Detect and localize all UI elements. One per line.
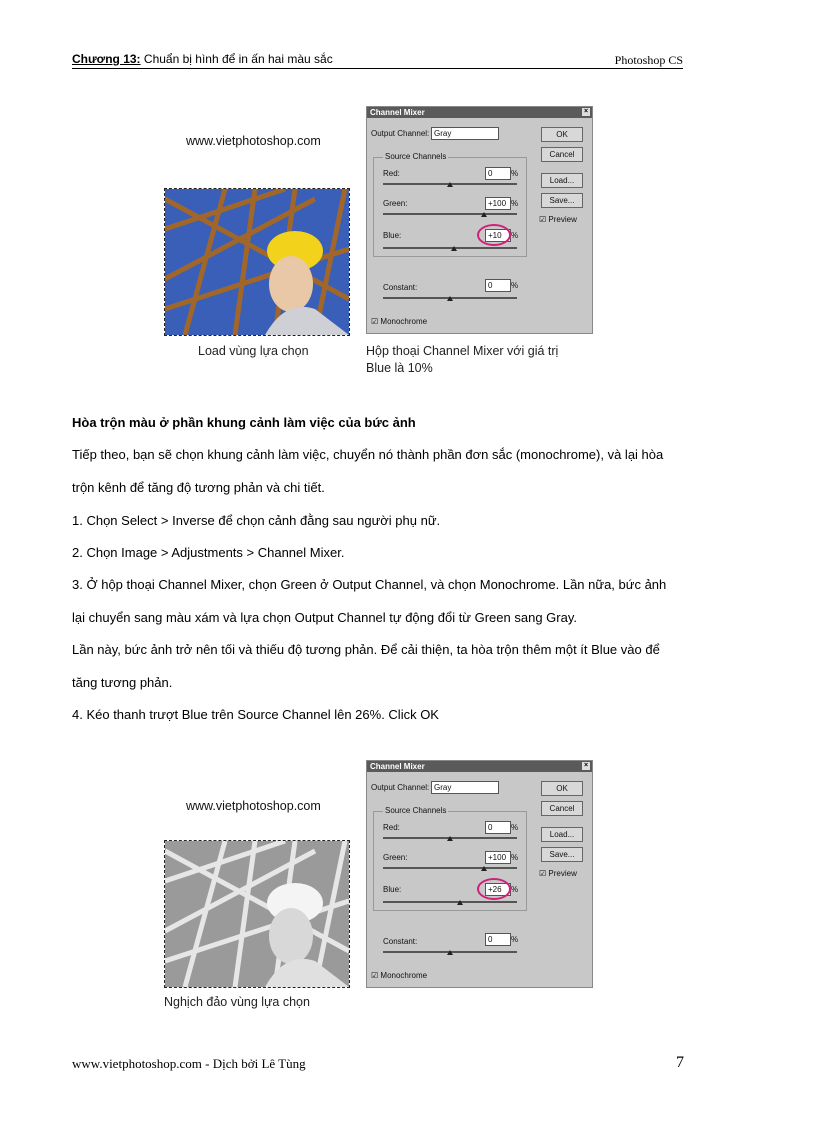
page-number: 7 bbox=[676, 1054, 684, 1071]
check-icon: ☑ bbox=[539, 869, 547, 878]
red-slider-thumb[interactable] bbox=[447, 836, 453, 841]
preview-checkbox[interactable] bbox=[539, 215, 577, 224]
save-button[interactable]: Save... bbox=[541, 847, 583, 862]
close-icon[interactable]: × bbox=[583, 108, 589, 115]
constant-slider-thumb[interactable] bbox=[447, 296, 453, 301]
green-pct: % bbox=[511, 199, 519, 208]
constant-slider-thumb[interactable] bbox=[447, 950, 453, 955]
green-slider-thumb[interactable] bbox=[481, 866, 487, 871]
green-label: Green: bbox=[383, 853, 408, 862]
paragraph-line: trộn kênh để tăng độ tương phản và chi tiết. bbox=[72, 480, 325, 495]
figure2-left-caption: Nghịch đảo vùng lựa chọn bbox=[164, 995, 310, 1009]
save-button[interactable]: Save... bbox=[541, 193, 583, 208]
blue-slider-thumb[interactable] bbox=[451, 246, 457, 251]
red-pct: % bbox=[511, 169, 519, 178]
right-caption-line2: Blue là 10% bbox=[366, 361, 433, 375]
section-heading: Hòa trộn màu ở phần khung cảnh làm việc của bức ảnh bbox=[72, 415, 416, 430]
paragraph-line: Lần này, bức ảnh trở nên tối và thiếu độ tương phản. Để cải thiện, ta hòa trộn thêm một ít Blue vào để bbox=[72, 642, 660, 657]
figure2-photo bbox=[164, 840, 350, 988]
blue-input[interactable]: +10 bbox=[485, 229, 511, 242]
step-2: 2. Chọn Image > Adjustments > Channel Mixer. bbox=[72, 545, 345, 560]
highlight-circle bbox=[477, 224, 511, 246]
monochrome-checkbox[interactable] bbox=[371, 317, 427, 326]
green-input[interactable]: +100 bbox=[485, 197, 511, 210]
figure1-right-caption bbox=[366, 343, 558, 377]
red-slider-thumb[interactable] bbox=[447, 182, 453, 187]
preview-label: Preview bbox=[548, 215, 577, 224]
green-slider[interactable] bbox=[383, 867, 517, 869]
check-icon: ☑ bbox=[371, 317, 379, 326]
green-input[interactable]: +100 bbox=[485, 851, 511, 864]
paragraph-line: lại chuyển sang màu xám và lựa chọn Output Channel tự động đổi từ Green sang Gray. bbox=[72, 610, 577, 625]
chapter-title: Chuẩn bị hình để in ấn hai màu sắc bbox=[140, 52, 333, 66]
figure1-left-caption: Load vùng lựa chọn bbox=[198, 344, 309, 358]
figure1-url: www.vietphotoshop.com bbox=[186, 134, 321, 148]
monochrome-label: Monochrome bbox=[380, 317, 428, 326]
right-caption-line1: Hộp thoại Channel Mixer với giá trị bbox=[366, 344, 559, 358]
constant-label: Constant: bbox=[383, 937, 418, 946]
step-4: 4. Kéo thanh trượt Blue trên Source Channel lên 26%. Click OK bbox=[72, 707, 439, 722]
blue-pct: % bbox=[511, 885, 519, 894]
blue-label: Blue: bbox=[383, 231, 402, 240]
red-label: Red: bbox=[383, 169, 400, 178]
source-channels-label: Source Channels bbox=[385, 806, 447, 815]
paragraph-line: tăng tương phản. bbox=[72, 675, 173, 690]
photo-worker-color bbox=[165, 189, 349, 335]
monochrome-label: Monochrome bbox=[380, 971, 428, 980]
figure1-photo bbox=[164, 188, 350, 336]
constant-pct: % bbox=[511, 281, 519, 290]
step-3: 3. Ở hộp thoại Channel Mixer, chọn Green ở Output Channel, và chọn Monochrome. Lần nữa, bức ảnh bbox=[72, 577, 667, 592]
red-pct: % bbox=[511, 823, 519, 832]
ok-button[interactable]: OK bbox=[541, 127, 583, 142]
photo-worker-grayscale bbox=[165, 841, 349, 987]
header-app: Photoshop CS bbox=[614, 53, 683, 67]
step-1: 1. Chọn Select > Inverse để chọn cảnh đằng sau người phụ nữ. bbox=[72, 513, 441, 528]
figure1-channel-mixer-dialog bbox=[366, 106, 593, 334]
page-header bbox=[72, 52, 683, 69]
blue-slider[interactable] bbox=[383, 901, 517, 903]
figure2-channel-mixer-dialog bbox=[366, 760, 593, 988]
constant-input[interactable]: 0 bbox=[485, 933, 511, 946]
chapter-label: Chương 13: bbox=[72, 52, 141, 66]
green-slider-thumb[interactable] bbox=[481, 212, 487, 217]
dialog-titlebar bbox=[367, 107, 592, 118]
output-channel-label: Output Channel: bbox=[371, 129, 430, 138]
constant-input[interactable]: 0 bbox=[485, 279, 511, 292]
green-slider[interactable] bbox=[383, 213, 517, 215]
blue-slider-thumb[interactable] bbox=[457, 900, 463, 905]
dialog-titlebar bbox=[367, 761, 592, 772]
preview-checkbox[interactable] bbox=[539, 869, 577, 878]
source-channels-label: Source Channels bbox=[385, 152, 447, 161]
red-input[interactable]: 0 bbox=[485, 167, 511, 180]
highlight-circle bbox=[477, 878, 511, 900]
blue-slider[interactable] bbox=[383, 247, 517, 249]
blue-label: Blue: bbox=[383, 885, 402, 894]
check-icon: ☑ bbox=[371, 971, 379, 980]
dialog-title: Channel Mixer bbox=[370, 762, 425, 771]
load-button[interactable]: Load... bbox=[541, 173, 583, 188]
output-channel-select[interactable]: Gray bbox=[431, 781, 499, 794]
load-button[interactable]: Load... bbox=[541, 827, 583, 842]
red-label: Red: bbox=[383, 823, 400, 832]
header-title bbox=[72, 52, 333, 66]
constant-pct: % bbox=[511, 935, 519, 944]
monochrome-checkbox[interactable] bbox=[371, 971, 427, 980]
blue-input[interactable]: +26 bbox=[485, 883, 511, 896]
dialog-title: Channel Mixer bbox=[370, 108, 425, 117]
output-channel-label: Output Channel: bbox=[371, 783, 430, 792]
preview-label: Preview bbox=[548, 869, 577, 878]
output-channel-select[interactable]: Gray bbox=[431, 127, 499, 140]
close-icon[interactable]: × bbox=[583, 762, 589, 769]
red-input[interactable]: 0 bbox=[485, 821, 511, 834]
ok-button[interactable]: OK bbox=[541, 781, 583, 796]
cancel-button[interactable]: Cancel bbox=[541, 147, 583, 162]
footer-credit: www.vietphotoshop.com - Dịch bởi Lê Tùng bbox=[72, 1056, 306, 1071]
paragraph-line: Tiếp theo, bạn sẽ chọn khung cảnh làm việc, chuyển nó thành phần đơn sắc (monochrome), và lại hòa bbox=[72, 447, 664, 462]
constant-label: Constant: bbox=[383, 283, 418, 292]
check-icon: ☑ bbox=[539, 215, 547, 224]
cancel-button[interactable]: Cancel bbox=[541, 801, 583, 816]
blue-pct: % bbox=[511, 231, 519, 240]
green-label: Green: bbox=[383, 199, 408, 208]
green-pct: % bbox=[511, 853, 519, 862]
figure2-url: www.vietphotoshop.com bbox=[186, 799, 321, 813]
